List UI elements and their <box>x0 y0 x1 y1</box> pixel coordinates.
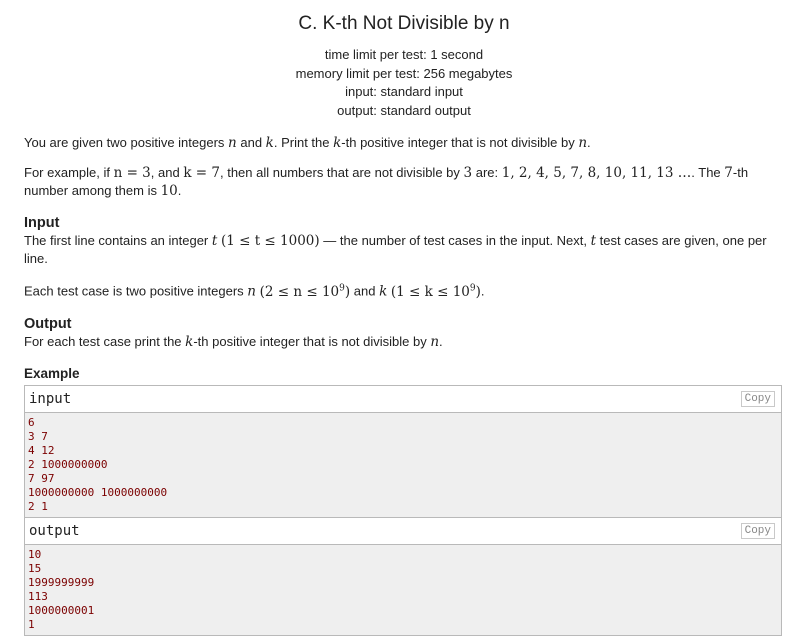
text: . <box>177 183 182 198</box>
statement-paragraph-2 <box>24 164 784 200</box>
math-n: n <box>430 333 440 350</box>
copy-output-button[interactable]: Copy <box>741 523 775 539</box>
text: . <box>439 333 443 349</box>
math-k: k <box>333 135 342 151</box>
problem-header <box>24 0 784 120</box>
math-eq-n: n = 3 <box>113 165 151 181</box>
text: and <box>350 283 380 299</box>
math-k: k <box>185 333 194 350</box>
text: . The <box>691 165 725 180</box>
math-three: 3 <box>463 165 473 181</box>
input-file: input: standard input <box>345 84 463 99</box>
example-input-box <box>24 385 782 518</box>
text: -th number among them is <box>24 165 749 198</box>
text: For each test case print the <box>24 333 186 349</box>
math-t: t <box>211 233 218 249</box>
text: (1 ≤ k ≤ 10 <box>390 283 470 300</box>
output-line: 113 <box>28 589 48 603</box>
input-line: 2 1000000000 <box>28 457 108 471</box>
text: (2 ≤ n ≤ 10 <box>259 283 340 300</box>
statement-paragraph-1 <box>24 134 784 152</box>
math-k-constraint <box>391 284 481 300</box>
input-line: 6 <box>28 415 35 429</box>
input-line: 1000000000 1000000000 <box>28 485 168 499</box>
example-input-header <box>25 386 781 413</box>
output-file: output: standard output <box>337 102 471 118</box>
input-line: 7 97 <box>28 471 55 485</box>
math-seven: 7 <box>724 165 733 181</box>
text: — the number of test cases in the input. Next, <box>319 233 591 248</box>
input-line: 3 7 <box>28 429 48 443</box>
math-k: k <box>379 283 388 300</box>
output-heading: Output <box>24 315 72 332</box>
example-output-content[interactable] <box>25 545 781 635</box>
memory-limit: memory limit per test: 256 megabytes <box>295 65 513 81</box>
output-line: 1999999999 <box>28 575 95 589</box>
output-line: 15 <box>28 561 42 575</box>
exponent: 9 <box>469 283 476 293</box>
problem-title: C. K-th Not Divisible by n <box>298 13 510 34</box>
output-line: 1 <box>28 617 35 631</box>
example-output-header <box>25 518 781 545</box>
text: You are given two positive integers <box>24 135 229 150</box>
example-output-label: output <box>29 522 80 539</box>
input-paragraph-2 <box>24 280 784 301</box>
text: -th positive integer that is not divisible by <box>193 333 431 349</box>
text: , then all numbers that are not divisible by <box>219 165 464 180</box>
example-input-label: input <box>29 390 72 407</box>
text: Each test case is two positive integers <box>24 283 248 299</box>
math-n: n <box>578 135 588 151</box>
text: -th positive integer that is not divisible by <box>341 135 579 150</box>
math-n-constraint <box>260 284 351 300</box>
text: . Print the <box>273 135 334 150</box>
math-n: n <box>228 135 237 151</box>
input-heading: Input <box>24 215 60 231</box>
exponent: 9 <box>339 283 345 293</box>
text: . <box>480 283 485 299</box>
input-line: 2 1 <box>28 499 48 513</box>
example-output-box <box>24 518 782 636</box>
math-t: t <box>590 233 597 249</box>
text: . <box>587 135 591 150</box>
input-paragraph-1 <box>24 232 784 267</box>
text: For example, if <box>24 165 114 180</box>
text: The first line contains an integer <box>24 233 212 248</box>
output-line: 1000000001 <box>28 603 95 617</box>
copy-input-button[interactable]: Copy <box>741 391 775 407</box>
output-line: 10 <box>28 547 42 561</box>
math-t-constraint: (1 ≤ t ≤ 1000) <box>220 233 320 249</box>
output-paragraph-1 <box>24 333 784 351</box>
math-eq-k: k = 7 <box>183 165 220 181</box>
text: ) <box>475 283 481 300</box>
text: and <box>236 135 266 150</box>
example-heading: Example <box>24 365 80 381</box>
text: ) <box>344 283 351 300</box>
math-n: n <box>247 283 256 300</box>
input-line: 4 12 <box>28 443 55 457</box>
text: test cases are given, one per line. <box>24 233 767 266</box>
math-k: k <box>265 135 274 151</box>
text: , and <box>150 165 184 180</box>
math-sequence: 1, 2, 4, 5, 7, 8, 10, 11, 13 … <box>501 165 692 181</box>
math-ten: 10 <box>160 183 178 199</box>
text: are: <box>472 165 502 180</box>
example-input-content[interactable] <box>25 413 781 517</box>
time-limit: time limit per test: 1 second <box>324 47 484 62</box>
